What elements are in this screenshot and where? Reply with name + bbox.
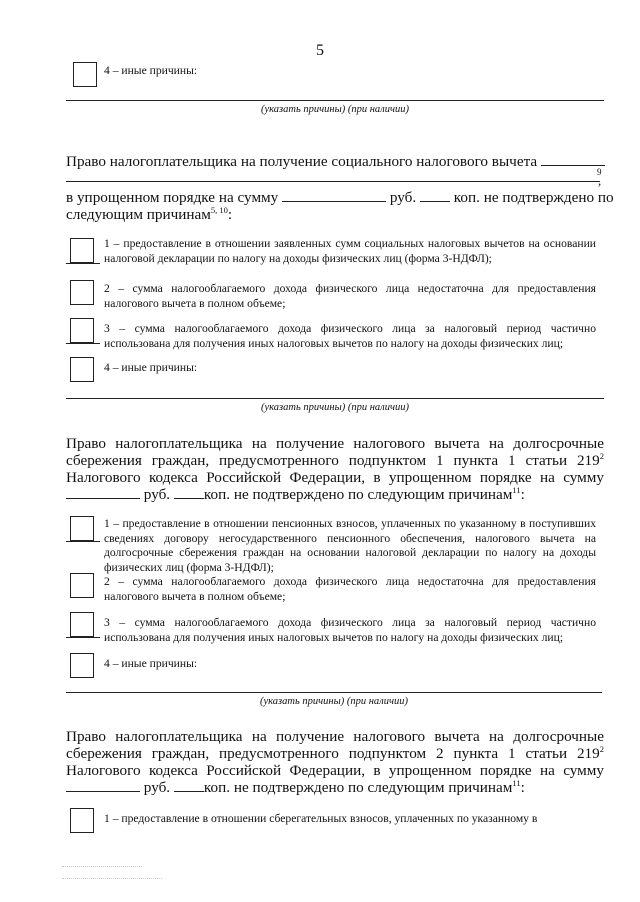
checkbox-social-opt2[interactable] [70,280,94,305]
option-label: 1 – предоставление в отношении сберегательных взносов, уплаченных по указанному в [104,812,538,825]
reasons-line [66,398,604,399]
checkbox-other-reasons-top[interactable] [73,62,97,87]
long-text: руб. [143,486,171,503]
long-savings-2-line3: Налогового кодекса Российской Федерации, в упрощенном порядке на сумму [66,762,604,779]
checkbox-underline [66,541,100,542]
checkbox-underline [66,637,100,638]
footnote-9: 9 [597,167,602,177]
blank-field[interactable] [541,153,605,166]
colon: : [227,206,233,223]
option-label: 4 – иные причины: [104,361,198,374]
scan-stamp [62,858,202,880]
footnote-ref: 11 [512,777,521,788]
colon: : [520,779,525,796]
social-text: следующим причинам [66,206,211,223]
amount-rub-field[interactable] [282,189,386,202]
hint-specify-reasons: (указать причины) (при наличии) [260,104,409,115]
checkbox-long2-opt1[interactable] [70,808,94,833]
option-label: 4 – иные причины: [104,64,198,77]
social-deduction-line3 [66,206,606,223]
checkbox-social-opt3[interactable] [70,318,94,343]
long-text: сбережения граждан, предусмотренного подпунктом 1 пункта 1 статьи 219 [66,452,600,469]
option-label: 2 – сумма налогооблагаемого дохода физического лица недостаточна для предоставления налогового вычета в полном объеме; [104,575,596,603]
checkbox-underline [66,263,100,264]
amount-kop-field[interactable] [174,779,204,792]
amount-rub-field[interactable] [66,779,140,792]
option-label: 1 – предоставление в отношении пенсионных взносов, уплаченных по указанному в поступивших сведениях договору негосударственного пенсионного обеспечения, налогового вычета на долгосрочные сбережения граждан на основании налоговой декларации по налогу на доходы физических лиц (форма 3-НДФЛ); [104,517,596,574]
superscript: 2 [599,450,604,461]
footnote-refs: 5, 10 [210,204,228,215]
comma: , [598,173,602,188]
superscript: 2 [599,743,604,754]
amount-rub-field[interactable] [66,486,140,499]
long-text: коп. не подтверждено по следующим причинам [203,779,513,796]
checkbox-long1-opt2[interactable] [70,573,94,598]
long-savings-1-line3: Налогового кодекса Российской Федерации, в упрощенном порядке на сумму [66,469,604,486]
long-text: руб. [143,779,171,796]
social-text: коп. не подтверждено по [453,189,614,206]
footnote-ref: 11 [512,484,521,495]
long-savings-1-line1: Право налогоплательщика на получение налогового вычета на долгосрочные [66,435,604,452]
reasons-line [66,692,602,693]
checkbox-social-opt4[interactable] [70,357,94,382]
long-savings-1-line4 [66,486,604,503]
hint-specify-reasons: (указать причины) (при наличии) [259,696,408,707]
social-text: руб. [389,189,417,206]
fill-line [66,181,600,182]
social-text: в упрощенном порядке на сумму [66,189,279,206]
long-savings-2-line2 [66,745,604,762]
long-text: коп. не подтверждено по следующим причинам [203,486,513,503]
option-label: 3 – сумма налогооблагаемого дохода физического лица за налоговый период частично использована для получения иных налоговых вычетов по налогу на доходы физических лиц; [104,616,596,644]
checkbox-long1-opt1[interactable] [70,516,94,541]
long-savings-2-line4 [66,779,604,796]
social-text: Право налогоплательщика на получение социального налогового вычета [66,153,538,170]
social-deduction-line1 [66,153,606,170]
hint-specify-reasons: (указать причины) (при наличии) [260,402,409,413]
long-text: сбережения граждан, предусмотренного подпунктом 2 пункта 1 статьи 219 [66,745,600,762]
option-label: 2 – сумма налогооблагаемого дохода физического лица недостаточна для предоставления налогового вычета в полном объеме; [104,282,596,310]
option-label: 4 – иные причины: [104,657,198,670]
reasons-line [66,100,604,101]
checkbox-long1-opt4[interactable] [70,653,94,678]
checkbox-social-opt1[interactable] [70,238,94,263]
amount-kop-field[interactable] [174,486,204,499]
page-number: 5 [316,42,324,59]
colon: : [520,486,525,503]
option-label: 1 – предоставление в отношении заявленных сумм социальных налоговых вычетов на основании налоговой декларации по налогу на доходы физических лиц (форма 3-НДФЛ); [104,237,596,265]
social-deduction-line2 [66,189,614,206]
long-savings-2-line1: Право налогоплательщика на получение налогового вычета на долгосрочные [66,728,604,745]
amount-kop-field[interactable] [420,189,450,202]
checkbox-underline [66,343,100,344]
long-savings-1-line2 [66,452,604,469]
checkbox-long1-opt3[interactable] [70,612,94,637]
option-label: 3 – сумма налогооблагаемого дохода физического лица за налоговый период частично использована для получения иных налоговых вычетов по налогу на доходы физических лиц; [104,322,596,350]
